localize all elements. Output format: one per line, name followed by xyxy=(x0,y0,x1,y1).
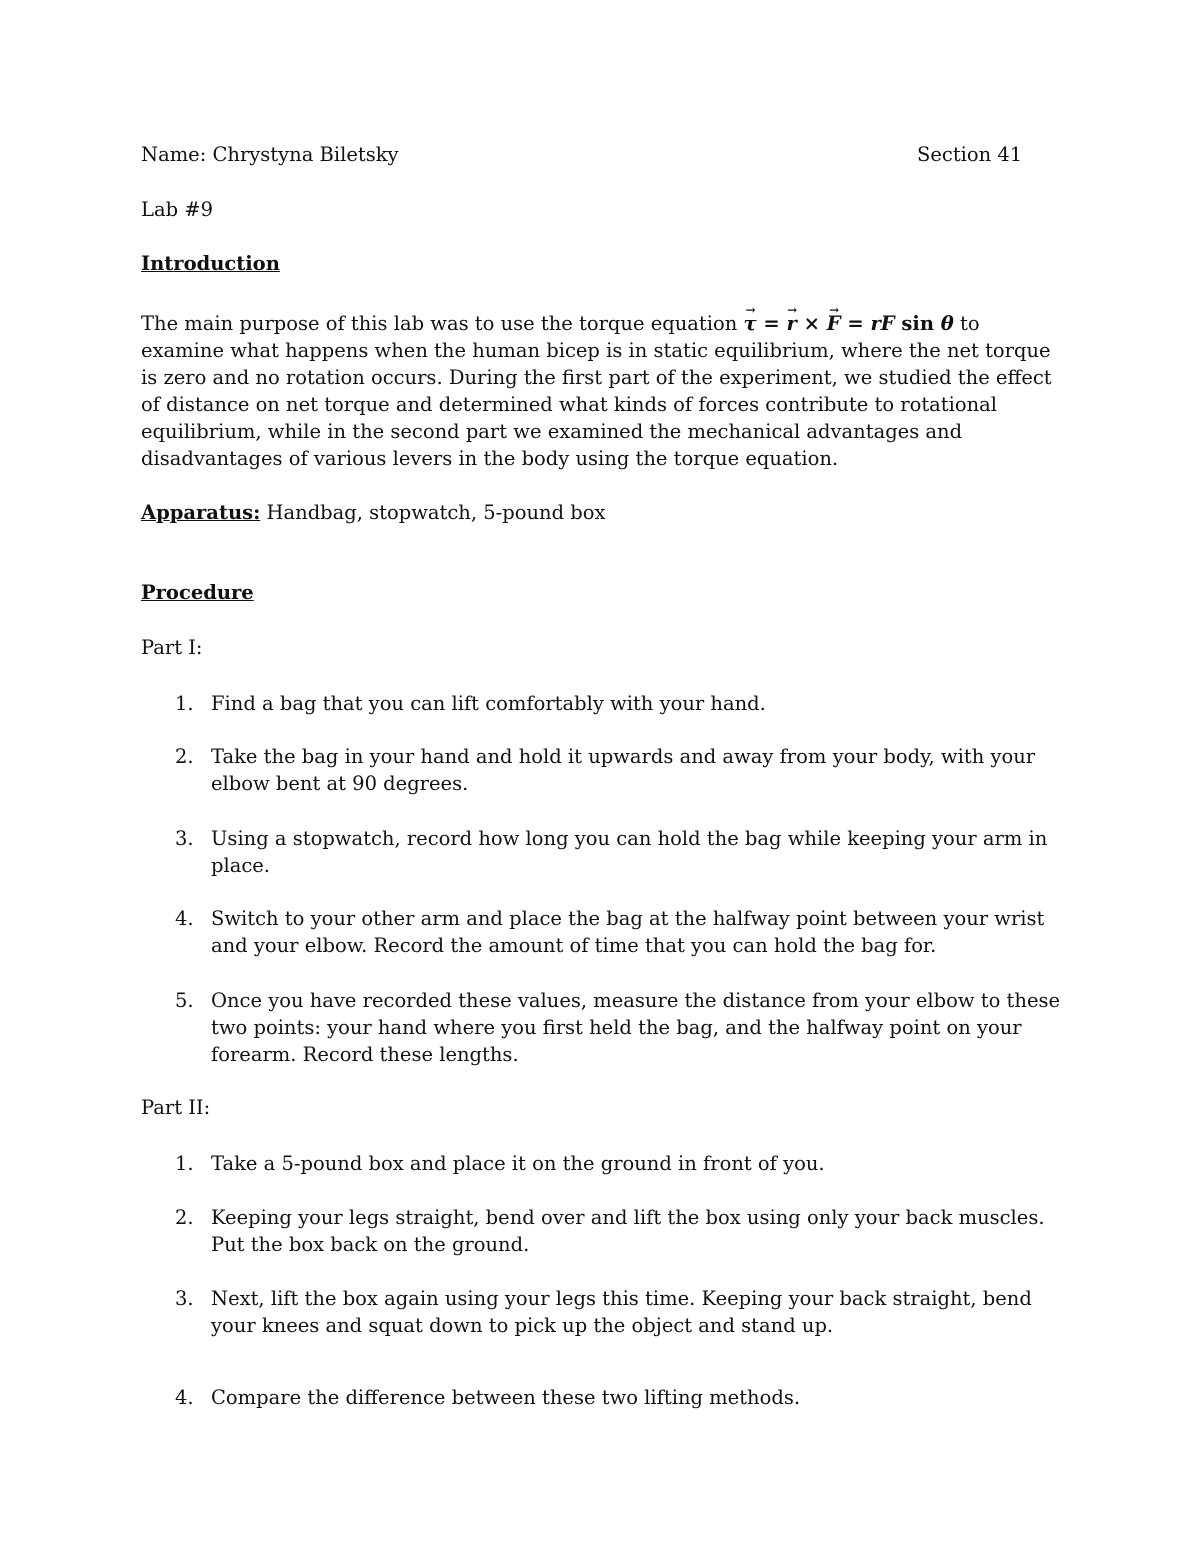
lab-number: Lab #9 xyxy=(141,198,214,221)
list-item-text: Find a bag that you can lift comfortably with your hand. xyxy=(211,692,766,715)
list-item-number: 2. xyxy=(175,745,194,768)
list-item-text: Next, lift the box again using your legs this time. Keeping your back straight, bend your knees and squat down to pick up the object and stand up. xyxy=(211,1287,1032,1337)
sin-function: sin xyxy=(894,312,941,335)
equals-sign-2: = xyxy=(840,312,871,335)
list-item-number: 4. xyxy=(175,1386,194,1409)
student-name: Name: Chrystyna Biletsky xyxy=(141,143,399,166)
list-item-text: Take the bag in your hand and hold it upwards and away from your body, with your elbow bent at 90 degrees. xyxy=(211,745,1036,795)
list-item-number: 5. xyxy=(175,989,194,1012)
list-item-number: 3. xyxy=(175,827,194,850)
list-item-text: Keeping your legs straight, bend over and lift the box using only your back muscles. Put the box back on the ground. xyxy=(211,1206,1045,1256)
apparatus-items: Handbag, stopwatch, 5-pound box xyxy=(260,501,606,524)
apparatus-line xyxy=(141,501,606,524)
list-item-text: Switch to your other arm and place the bag at the halfway point between your wrist and your elbow. Record the amount of time that you can hold the bag for. xyxy=(211,907,1045,957)
rf-symbol: rF xyxy=(870,312,895,335)
tau-symbol: → τ xyxy=(743,310,756,337)
cross-sign: × xyxy=(796,312,827,335)
intro-text-before: The main purpose of this lab was to use the torque equation xyxy=(141,312,744,335)
list-item-text: Compare the difference between these two lifting methods. xyxy=(211,1386,801,1409)
list-item-number: 4. xyxy=(175,907,194,930)
list-item-number: 2. xyxy=(175,1206,194,1229)
apparatus-label: Apparatus: xyxy=(141,501,261,524)
part2-title: Part II: xyxy=(141,1096,211,1119)
r-vector-symbol: → r xyxy=(787,310,797,337)
introduction-paragraph xyxy=(141,310,1056,472)
equals-sign: = xyxy=(756,312,787,335)
torque-equation xyxy=(743,312,953,335)
list-item-text: Using a stopwatch, record how long you can hold the bag while keeping your arm in place. xyxy=(211,827,1048,877)
theta-symbol: θ xyxy=(940,312,954,335)
list-item-text: Take a 5-pound box and place it on the ground in front of you. xyxy=(211,1152,825,1175)
section-number: Section 41 xyxy=(917,143,1023,166)
procedure-heading: Procedure xyxy=(141,581,254,604)
list-item-number: 3. xyxy=(175,1287,194,1310)
list-item-text: Once you have recorded these values, measure the distance from your elbow to these two points: your hand where you first held the bag, and the halfway point on your forearm. Record these lengths. xyxy=(211,989,1061,1066)
intro-text-after: to examine what happens when the human bicep is in static equilibrium, where the net torque is zero and no rotation occurs. During the first part of the experiment, we studied the effect of distance on net torque and determined what kinds of forces contribute to rotational equilibrium, while in the second part we examined the mechanical advantages and disadvantages of various levers in the body using the torque equation. xyxy=(141,312,1052,470)
list-item-number: 1. xyxy=(175,1152,194,1175)
introduction-heading: Introduction xyxy=(141,252,280,275)
list-item-number: 1. xyxy=(175,692,194,715)
part1-title: Part I: xyxy=(141,636,203,659)
f-vector-symbol: → F xyxy=(827,310,841,337)
